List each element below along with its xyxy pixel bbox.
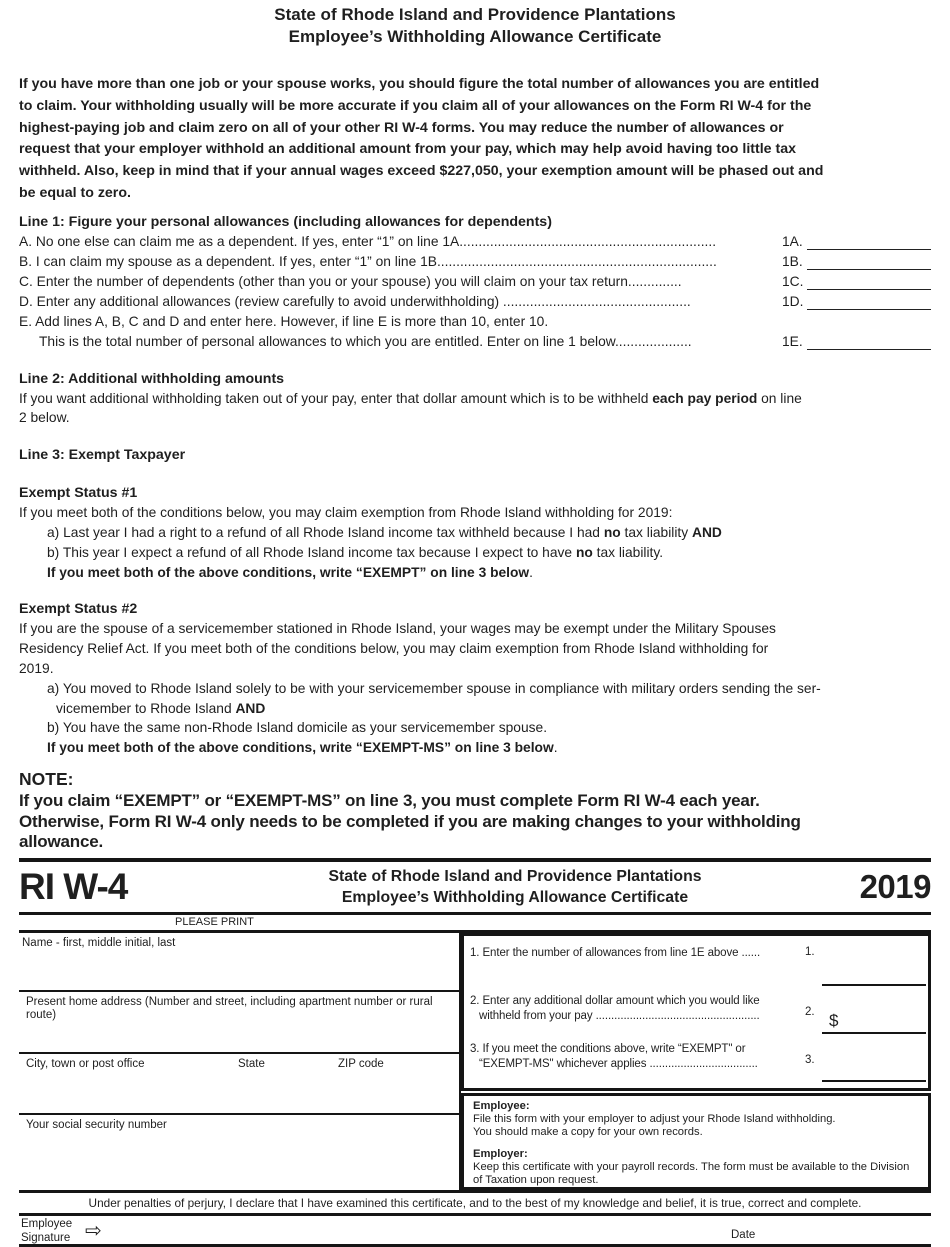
exempt2-body-line: Residency Relief Act. If you meet both of the conditions below, you may claim exemption from Rhode Island withholding for <box>19 641 769 657</box>
allowance-blank-1b[interactable] <box>807 253 931 270</box>
filing-instructions-box <box>461 1093 931 1190</box>
exempt2-condition-b: b) You have the same non-Rhode Island domicile as your servicemember spouse. <box>47 720 548 736</box>
zip-field-label: ZIP code <box>338 1058 384 1071</box>
allowance-blank-1d[interactable] <box>807 293 931 310</box>
intro-line: withheld. Also, keep in mind that if your annual wages exceed $227,050, your exemption amount will be phased out and <box>19 163 824 180</box>
signature-arrow-icon: ⇨ <box>85 1220 102 1243</box>
entry-number-3: 3. <box>805 1054 815 1067</box>
name-field[interactable] <box>19 933 459 992</box>
intro-line: be equal to zero. <box>19 184 131 201</box>
date-area[interactable] <box>699 1216 919 1244</box>
line2-body-line2: 2 below. <box>19 410 70 426</box>
entry-number-1: 1. <box>805 946 815 959</box>
state-field[interactable] <box>238 1058 338 1113</box>
entry-row-3 <box>470 1042 926 1082</box>
entry-text-3: 3. If you meet the conditions above, write “EXEMPT" or “EXEMPT-MS" whichever applies ................................... <box>470 1043 758 1070</box>
allowance-label-1e: 1E. <box>782 333 803 349</box>
allowance-label-1b: 1B. <box>782 253 803 269</box>
note-line: If you claim “EXEMPT” or “EXEMPT-MS” on line 3, you must complete Form RI W-4 each year. <box>19 790 760 810</box>
intro-line: to claim. Your withholding usually will be more accurate if you claim all of your allowances on the Form RI W-4 for the <box>19 97 812 114</box>
allowance-label-1d: 1D. <box>782 293 804 309</box>
exempt2-conclusion: If you meet both of the above conditions, write “EXEMPT-MS” on line 3 below. <box>47 740 558 756</box>
employee-instructions-line1: File this form with your employer to adjust your Rhode Island withholding. <box>473 1113 836 1126</box>
entry-blank-2[interactable]: $ <box>822 1010 926 1034</box>
allowance-label-1c: 1C. <box>782 273 804 289</box>
line2-heading: Line 2: Additional withholding amounts <box>19 370 285 387</box>
city-field[interactable] <box>26 1058 238 1113</box>
entry-blank-1[interactable] <box>822 962 926 986</box>
intro-line: If you have more than one job or your spouse works, you should figure the total number of allowances you are entitled <box>19 76 820 92</box>
employee-instructions-heading: Employee: <box>473 1100 530 1113</box>
allowance-text-c: C. Enter the number of dependents (other than you or your spouse) you will claim on your tax return.............. <box>19 273 682 289</box>
allowance-row-b <box>19 252 931 272</box>
entry-number-2: 2. <box>805 1006 815 1019</box>
exempt2-body-line: If you are the spouse of a servicemember stationed in Rhode Island, your wages may be exempt under the Military Spouses <box>19 621 776 637</box>
allowance-row-e-line1: E. Add lines A, B, C and D and enter here. However, if line E is more than 10, enter 10. <box>19 313 549 329</box>
employee-signature-label: Employee Signature <box>21 1218 73 1244</box>
entry-row-1 <box>470 946 926 986</box>
address-field[interactable] <box>19 992 459 1054</box>
entries-column <box>461 933 931 1190</box>
document-title-line2: Employee’s Withholding Allowance Certificate <box>288 27 662 46</box>
line2-body-bold: each pay period <box>652 390 758 406</box>
entry-text-1: 1. Enter the number of allowances from line 1E above ...... <box>470 947 761 960</box>
entry-row-2 <box>470 994 926 1034</box>
entry-text-2: 2. Enter any additional dollar amount which you would like withheld from your pay ..................................................... <box>470 995 760 1022</box>
form-header-title-line2: Employee’s Withholding Allowance Certificate <box>341 889 689 907</box>
name-field-label: Name - first, middle initial, last <box>22 937 176 950</box>
document-title <box>19 0 931 48</box>
allowance-row-e-line2 <box>19 332 931 352</box>
exempt1-conclusion: If you meet both of the above conditions, write “EXEMPT” on line 3 below. <box>47 564 534 580</box>
intro-line: request that your employer withhold an additional amount from your pay, which may help avoid having too little tax <box>19 141 796 158</box>
form-fields-table <box>19 933 931 1193</box>
form-header-title <box>224 866 806 908</box>
allowance-blank-1a[interactable] <box>807 233 931 250</box>
exempt2-condition-a-line1: a) You moved to Rhode Island solely to be with your servicemember spouse in compliance with military orders sending the ser- <box>47 680 821 696</box>
allowance-blank-1e[interactable] <box>807 333 931 350</box>
intro-paragraph <box>19 74 931 205</box>
document-title-line1: State of Rhode Island and Providence Plantations <box>274 5 676 24</box>
employer-instructions-text: Keep this certificate with your payroll records. The form must be available to the Division of Taxation upon request. <box>473 1160 910 1187</box>
allowance-blank-1c[interactable] <box>807 273 931 290</box>
please-print-label: PLEASE PRINT <box>175 916 254 929</box>
line1-heading: Line 1: Figure your personal allowances (including allowances for dependents) <box>19 213 552 230</box>
entry-lines-box <box>461 933 931 1091</box>
exempt-status2-heading: Exempt Status #2 <box>19 601 138 618</box>
exempt1-condition-b: b) This year I expect a refund of all Rhode Island income tax because I expect to have no tax liability. <box>47 544 664 560</box>
employer-instructions-heading: Employer: <box>473 1147 528 1160</box>
allowance-text-b: B. I can claim my spouse as a dependent. If yes, enter “1” on line 1B......................................................................... <box>19 253 717 269</box>
date-label: Date <box>731 1229 756 1242</box>
form-year: 2019 <box>859 868 931 906</box>
address-field-label: Present home address (Number and street, including apartment number or rural route) <box>26 996 433 1022</box>
line3-heading: Line 3: Exempt Taxpayer <box>19 447 186 464</box>
signature-area[interactable] <box>129 1216 689 1244</box>
allowance-text-a: A. No one else can claim me as a dependent. If yes, enter “1” on line 1A................................................................... <box>19 233 717 249</box>
certification-statement: Under penalties of perjury, I declare that I have examined this certificate, and to the best of my knowledge and belief, it is true, correct and complete. <box>19 1193 931 1216</box>
allowance-label-1a: 1A. <box>782 233 803 249</box>
zip-field[interactable] <box>338 1058 459 1113</box>
note-body <box>19 791 931 853</box>
form-id: RI W-4 <box>19 866 128 908</box>
entry-blank-3[interactable] <box>822 1058 926 1082</box>
allowance-row-d <box>19 292 931 312</box>
ssn-field-label: Your social security number <box>26 1119 167 1132</box>
line2-body-line1 <box>19 389 931 409</box>
allowance-text-d: D. Enter any additional allowances (review carefully to avoid underwithholding) ................................................. <box>19 293 691 309</box>
note-line: Otherwise, Form RI W-4 only needs to be completed if you are making changes to your withholding <box>19 811 801 831</box>
note-line: allowance. <box>19 832 103 852</box>
personal-info-column <box>19 933 461 1190</box>
form-header-title-line1: State of Rhode Island and Providence Plantations <box>328 868 702 886</box>
allowance-row-c <box>19 272 931 292</box>
note-heading: NOTE: <box>19 768 74 789</box>
exempt2-condition-a-line2: vicemember to Rhode Island AND <box>56 700 266 716</box>
ssn-field[interactable] <box>19 1115 459 1176</box>
line2-body-pre: If you want additional withholding taken out of your pay, enter that dollar amount which is to be withheld <box>19 390 653 406</box>
exempt1-intro: If you meet both of the conditions below, you may claim exemption from Rhode Island withholding for 2019: <box>19 505 673 521</box>
exempt1-condition-a: a) Last year I had a right to a refund of all Rhode Island income tax withheld because I had no tax liability AND <box>47 524 722 540</box>
intro-line: highest-paying job and claim zero on all of your other RI W-4 forms. You may reduce the number of allowances or <box>19 119 784 136</box>
city-state-zip-field <box>19 1054 459 1115</box>
allowance-text-e: This is the total number of personal allowances to which you are entitled. Enter on line 1 below.................... <box>39 333 692 349</box>
state-field-label: State <box>238 1058 265 1071</box>
line2-body-post: on line <box>757 390 802 406</box>
exempt-status1-heading: Exempt Status #1 <box>19 485 138 502</box>
exempt2-body-line: 2019. <box>19 660 54 676</box>
employee-instructions-line2: You should make a copy for your own records. <box>473 1126 703 1139</box>
city-field-label: City, town or post office <box>26 1058 145 1071</box>
form-header <box>19 862 931 912</box>
allowance-row-a <box>19 232 931 252</box>
signature-row <box>19 1216 931 1247</box>
